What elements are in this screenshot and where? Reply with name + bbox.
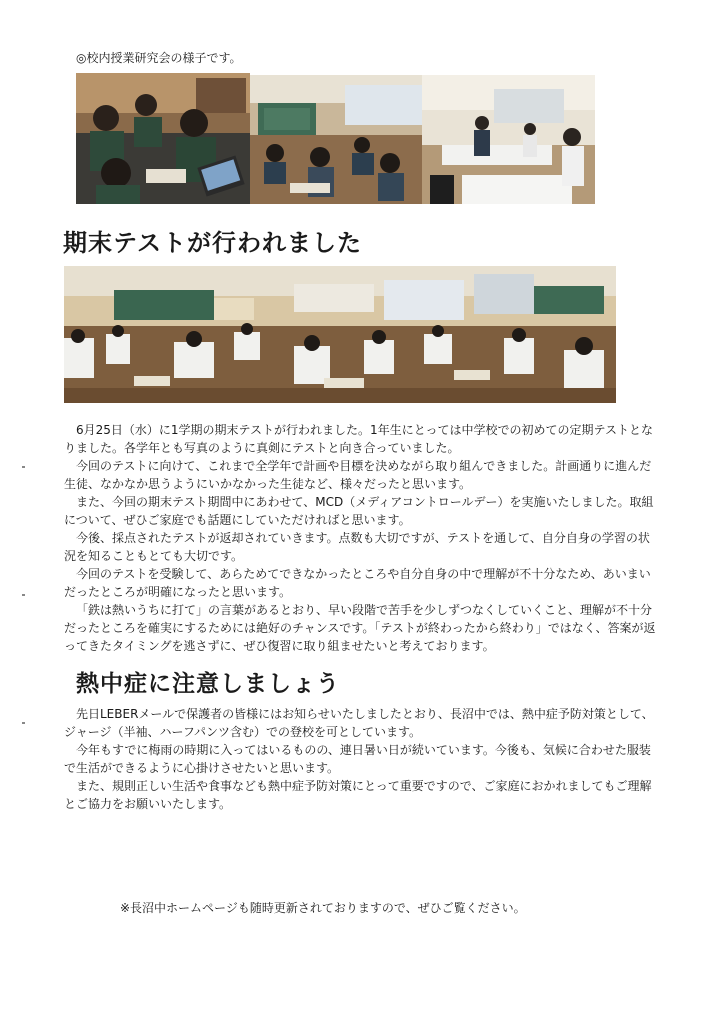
photo-classroom-lesson — [250, 75, 422, 204]
heat-paragraph: 先日LEBERメールで保護者の皆様にはお知らせいたしましたとおり、長沼中では、熱中症予防対策として、ジャージ（半袖、ハーフパンツ含む）での登校を可としています。 — [64, 707, 654, 739]
exam-paragraph: 今後、採点されたテストが返却されていきます。点数も大切ですが、テストを通して、自分自身の学習の状況を知ることもとても大切です。 — [64, 531, 650, 563]
homepage-note: ※長沼中ホームページも随時更新されておりますので、ぜひご覧ください。 — [120, 901, 526, 915]
scan-mark — [22, 594, 25, 596]
photo-students-laptops — [76, 73, 250, 204]
exam-paragraph: 今回のテストを受験して、あらためてできなかったところや自分自身の中で理解が不十分なため、あいまいだったところが明確になったと思います。 — [64, 567, 651, 599]
heat-section-body — [64, 705, 654, 813]
photo-classroom-exam — [64, 266, 616, 403]
heat-paragraph: 今年もすでに梅雨の時期に入ってはいるものの、連日暑い日が続いています。今後も、気候に合わせた服装で生活ができるように心掛けさせたいと思います。 — [64, 743, 651, 775]
exam-section-heading: 期末テストが行われました — [63, 229, 363, 257]
photo-caption: ◎校内授業研究会の様子です。 — [76, 51, 242, 65]
exam-section-body — [64, 421, 656, 655]
exam-paragraph: また、今回の期末テスト期間中にあわせて、MCD（メディアコントロールデー）を実施いたしました。取組について、ぜひご家庭でも話題にしていただければと思います。 — [64, 495, 654, 527]
heat-section-heading: 熱中症に注意しましょう — [76, 671, 340, 697]
photo-teachers-meeting — [422, 75, 595, 204]
scan-mark — [22, 466, 25, 468]
exam-paragraph: 「鉄は熱いうちに打て」の言葉があるとおり、早い段階で苦手を少しずつなくしていくこと、理解が不十分だったところを確実にするためには絶好のチャンスです。「テストが終わったから終わり」ではなく、答案が返ってきたタイミングを逃さずに、ぜひ復習に取り組ませたいと考えております。 — [64, 603, 656, 653]
scan-mark — [22, 722, 25, 724]
heat-paragraph: また、規則正しい生活や食事なども熱中症予防対策にとって重要ですので、ご家庭におかれましてもご理解とご協力をお願いいたします。 — [64, 779, 652, 811]
exam-paragraph: 6月25日（水）に1学期の期末テストが行われました。1年生にとっては中学校での初めての定期テストとなりました。各学年とも写真のように真剣にテストと向き合っていました。 — [64, 423, 653, 455]
exam-paragraph: 今回のテストに向けて、これまで全学年で計画や目標を決めながら取り組んできました。計画通りに進んだ生徒、なかなか思うようにいかなかった生徒など、様々だったと思います。 — [64, 459, 652, 491]
